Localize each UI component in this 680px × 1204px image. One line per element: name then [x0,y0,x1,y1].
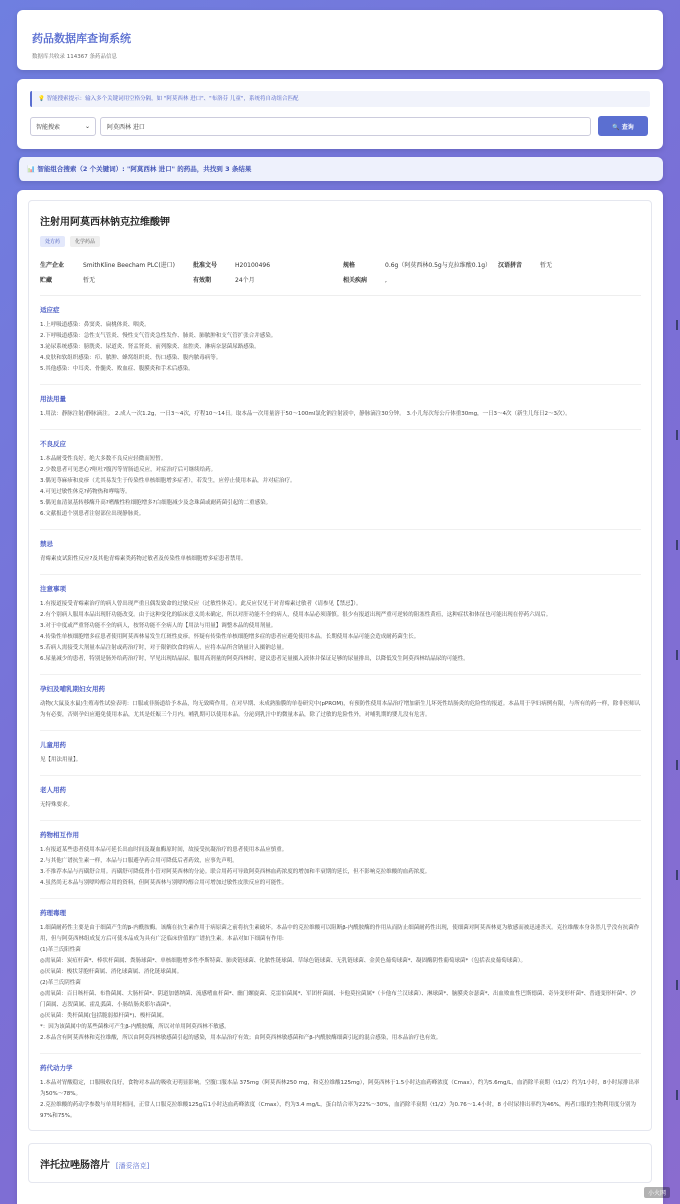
section-title: 适应症 [40,306,60,314]
manufacturer-label: 生产企业 [40,262,65,269]
validity-value: 24个月 [235,277,255,284]
pinyin-value: 暂无 [540,262,553,269]
section-pharmacology [40,908,641,1044]
search-tip: 💡 智能搜索提示：输入多个关键词用空格分隔，如 "阿莫西林 进口"、"布洛芬 儿童"，系统将自动组合匹配 [30,91,650,107]
drug-card [28,1143,652,1183]
section-body: 1.有报道接受青霉素治疗的病人曾出现严重且偶发致命的过敏反应（过敏性休克）。此反应仅见于对青霉素过敏者（请参见【禁忌】）。 2.有个别病人服用本品出现肝功能改变。由于这种变化的临床意义尚未确定，所以对肝功能不全的病人，使用本品必须谨慎。很少有报道出现严重可逆转的阻塞性黄疸，这种症状和体征也可能出现在停药六周后。 3.对于中度或严重肾功能不全的病人，按肾功能不全病人的【用法与用量】调整本品的使用剂量。 4.传染性单核细胞增多症患者使用阿莫西林易发生红斑性皮疹。怀疑有传染性单核细胞增多症的患者应避免使用本品。长期使用本品可能会造成耐药菌生长。 5.若病人需接受大剂量本品注射或药治疗时，对于限钠饮食的病人，应将本品所含钠量计入摄钠总量。 6.尿量减少的患者，特别是肠外给药治疗时，罕见出现结晶尿。服用高剂量的阿莫西林时，建议患者足量摄入液体并保证足够的尿量排出，以降低发生阿莫西林结晶尿的可能性。 [40,601,552,662]
section-body: 1.本品对胃酸稳定，口服吸收良好，食物对本品的吸收无明显影响。空腹口服本品 375mg（阿莫西林250 mg，和克拉维酸125mg），阿莫西林于1.5小时达血药峰浓度（Cmax），约为5.6mg/L，血消除半衰期（t1/2）约为1小时，8小时尿排出率为50%～78%。 2.克拉维酸的药动学参数与单用时相同，正常人口服克拉维酸125g后1小时达血药峰浓度（Cmax），约为3.4 mg/L，蛋白结合率为22%～30%，血消除半衰期（t1/2）为0.76～1.4小时，8 小时尿排出率约为46%，两者口服的生物利用度分别为97%和75%。 [40,1080,640,1119]
section-title: 儿童用药 [40,741,66,749]
spec-label: 规格 [343,262,356,269]
section-elderly [40,785,641,811]
storage-value: 暂无 [83,277,96,284]
section-pharmacokinetics [40,1063,641,1122]
section-body: 无特殊要求。 [40,802,74,808]
page-title: 药品数据库查询系统 [32,32,131,45]
section-pregnancy [40,684,641,721]
search-panel [17,79,663,149]
search-mode-value: 智能搜索 [36,123,61,131]
section-body: 青霉素皮试阳性反应?及其他青霉素类药物过敏者及传染性单核细胞增多症患者禁用。 [40,556,247,562]
chevron-down-icon: ⌄ [84,122,90,130]
category-tag: 化学药品 [70,236,100,247]
section-body: 1.用法：静脉注射/静脉滴注。 2.成人一次1.2g，一日3～4次，疗程10～14日。取本品一次用量溶于50～100ml氯化钠注射液中，静脉滴注30分钟。 3.小儿每次每公斤体重30mg，一日3～4次（新生儿每日2～3次）。 [40,411,571,417]
query-button[interactable]: 🔍 查询 [598,116,648,136]
search-input[interactable]: 阿莫西林 进口 [100,117,591,136]
spec-value: 0.6g（阿莫西林0.5g与克拉维酸0.1g） [385,262,492,269]
approval-value: H20100496 [235,262,271,269]
section-title: 孕妇及哺乳期妇女用药 [40,685,105,693]
watermark: 小火网 [644,1187,670,1198]
drug-name: 注射用阿莫西林钠克拉维酸钾 [40,217,170,228]
pinyin-label: 汉语拼音 [498,262,523,269]
scrollbar[interactable] [675,320,678,1200]
storage-label: 贮藏 [40,277,53,284]
drug-name: 泮托拉唑肠溶片 [40,1160,110,1171]
validity-label: 有效期 [193,277,212,284]
section-body: 1.有报道某些患者使用本品可延长出血时间及凝血酶原时间，故接受抗凝治疗的患者使用本品应慎重。 2.与其他广谱抗生素一样，本品与口服避孕药合用可降低后者药效，应事先声明。 3.不推荐本品与丙磺舒合用。丙磺舒可降低肾小管对阿莫西林的分泌。联合用药可导致阿莫西林血药浓度的增加和半衰期的延长，但不影响克拉维酸的血药浓度。 4.虽然尚无本品与别嘌呤醇合用的资料，但阿莫西林与别嘌呤醇合用可增加过敏性皮肤反应的可能性。 [40,847,431,886]
database-count: 数据库共收录 114367 条药品信息 [32,54,117,60]
section-contraindications [40,539,641,565]
approval-label: 批准文号 [193,262,218,269]
section-body: 1.细菌耐药性主要是由于细菌产生的β-内酰胺酶。该酶在抗生素作用于病原菌之前将抗生素破坏。本品中的克拉维酸可以阻断β-内酰胺酶的作用从而防止细菌耐药性出现，使细菌对阿莫西林更为敏感而被迅速杀灭。克拉维酸本身各然几乎没有抗菌作用，但与阿莫西林组成复方后可使本品成为具有广泛临床价值的广谱抗生素。本品对如下细菌有作用: (1)革兰氏阳性菌 ◎需氧菌：炭疽杆菌*、棒状杆菌属、粪肠球菌*、单核细胞增多性李斯特菌、肺炎链球菌、化脓性链球菌、草绿色链球菌、无乳链球菌、金黄色葡萄球菌*、凝固酶阴性葡萄球菌*（包括表皮葡萄球菌）。 ◎厌氧菌：梭状芽胞杆菌属、消化球菌属、消化链球菌属。 (2)革兰氏阴性菌 ◎需氧菌：百日咳杆菌、布鲁菌属、大肠杆菌*、阴道加德纳菌、流感嗜血杆菌*、幽门螺旋菌、克雷伯菌属*、军团杆菌属、卡他莫拉菌属*（卡他布兰汉球菌）、淋球菌*、脑膜炎奈瑟菌*、出血败血性巴斯德菌、奇异变形杆菌*、普通变形杆菌*、沙门菌属、志贺菌属、霍乱弧菌、小肠结肠炎耶尔森菌*。 ◎厌氧菌：类杆菌属(包括脆弱拟杆菌*)、梭杆菌属。 *：因为该菌属中的某些菌株可产生β-内酰胺酶，所以对单用阿莫西林不敏感。 2.本品含有阿莫西林和克拉维酸，所以由阿莫西林敏感菌引起的感染，用本品治疗有效；由阿莫西林敏感菌和产β-内酰胺酶细菌引起的混合感染，用本品治疗也有效。 [40,925,640,1041]
brand-name-link[interactable]: [潘妥洛克] [115,1162,150,1170]
section-body: 1.上呼吸道感染：鼻窦炎、扁桃体炎、咽炎。 2.下呼吸道感染：急性支气管炎、慢性支气管炎急性发作、肺炎、肺脓肿和支气管扩张合并感染。 3.泌尿系统感染：膀胱炎、尿道炎、肾盂肾炎、前列腺炎、盆腔炎、淋病奈瑟菌尿路感染。 4.皮肤和软组织感染：疖、脓肿、蜂窝组织炎、伤口感染、腹内脓毒病等。 5.其他感染：中耳炎、骨髓炎、败血症、腹膜炎和手术后感染。 [40,322,277,372]
section-title: 老人用药 [40,786,66,794]
section-dosage [40,394,641,420]
drug-card [28,200,652,1131]
section-body: 见【用法用量】。 [40,757,82,763]
section-adverse-reactions [40,439,641,520]
section-title: 药代动力学 [40,1064,73,1072]
results-panel [17,190,663,1204]
section-indications [40,305,641,375]
section-children [40,740,641,766]
manufacturer-value: SmithKline Beecham PLC(进口) [83,262,176,269]
rx-tag: 处方药 [40,236,65,247]
section-title: 药理毒理 [40,909,66,917]
section-title: 注意事项 [40,585,66,593]
section-title: 用法用量 [40,395,66,403]
section-body: 1.本品耐受性良好。绝大多数不良反应轻微而短暂。 2.少数患者可见恶心?呕吐?腹泻等胃肠道反应，对症治疗后可继续给药。 3.偶见荨麻疹和皮疹（尤其易发生于传染性单核细胞增多症者），若发生，应停止使用本品，并对症治疗。 4.可见过敏性休克?药物热和哮喘等。 5.偶见血清氨基转移酶升高?嗜酸性粒细胞增多?白细胞减少及念珠菌或耐药菌引起的二重感染。 6.文献报道个别患者注射部位出现静脉炎。 [40,456,296,517]
result-summary: 📊 智能组合搜索（2 个关键词）: "阿莫西林 进口" 的药品，共找到 3 条结果 [17,157,663,181]
section-precautions [40,584,641,665]
section-body: 动物(大鼠及水鼠)生殖毒性试验表明：口服或非肠道给予本品，均无致畸作用。在对早期、未成熟胎膜的单卷研究中(pPROM)，有预防性使用本品治疗增加新生儿坏死性结肠炎的危险性的报道。本品用于孕妇病例有限，与所有的药一样，除非医师认为有必要，否则孕妇应避免使用本品，尤其是妊娠三个月内。哺乳期可以使用本品。分泌到乳汁中的微量本品，除了过敏的危险性外，对哺乳期的婴儿没有危害。 [40,701,641,718]
search-mode-select[interactable] [30,117,96,136]
disease-value: , [385,277,387,284]
section-title: 禁忌 [40,540,53,548]
section-title: 药物相互作用 [40,831,79,839]
disease-label: 相关疾病 [343,277,368,284]
header-panel [17,10,663,70]
section-interactions [40,830,641,889]
drug-meta [40,260,641,296]
section-title: 不良反应 [40,440,66,448]
